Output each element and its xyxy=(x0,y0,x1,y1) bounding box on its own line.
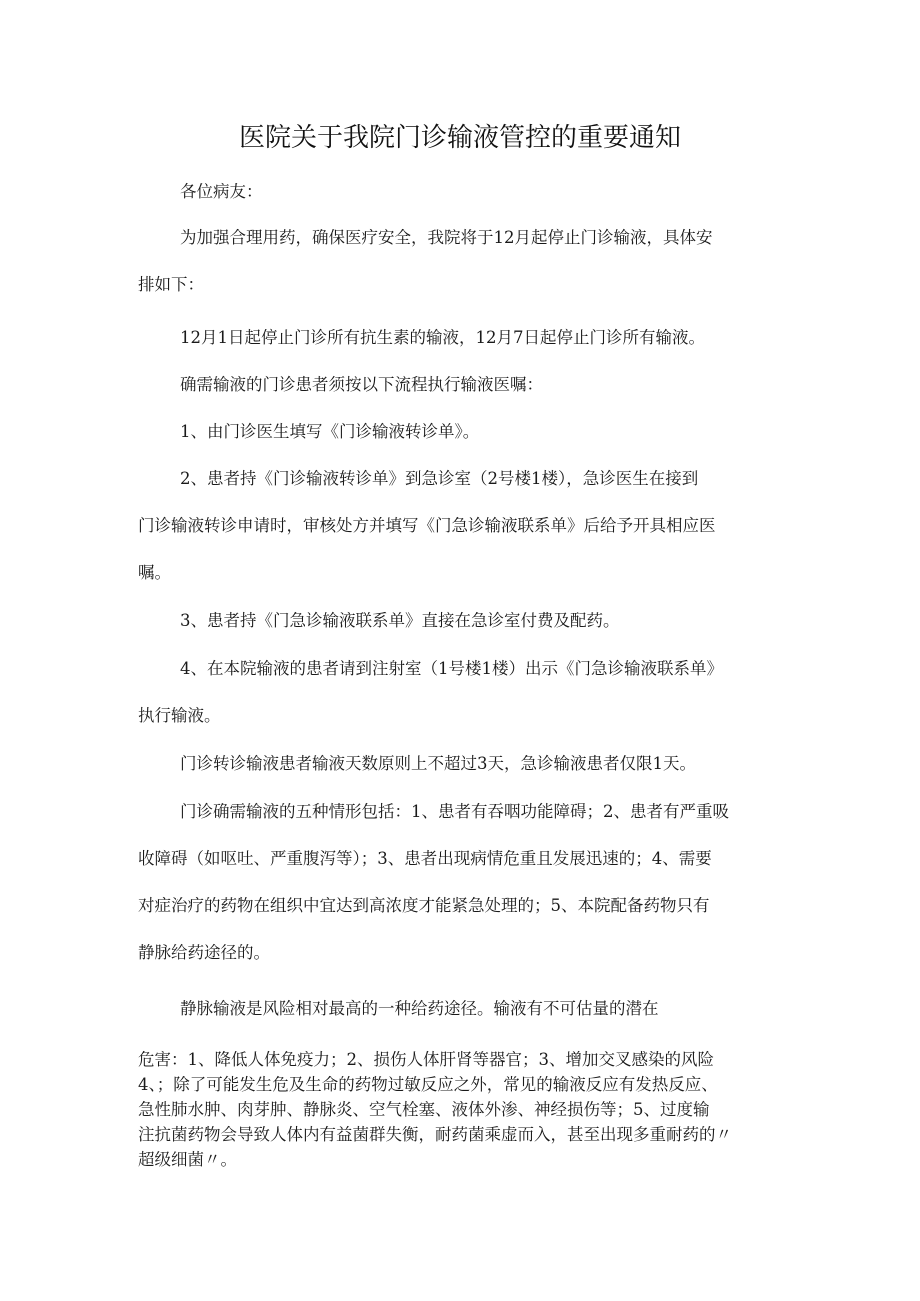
step-4-line-1: 4、在本院输液的患者请到注射室（1号楼1楼）出示《门急诊输液联系单》 xyxy=(180,659,723,678)
intro-line-2: 排如下： xyxy=(138,275,204,294)
step-2-line-3: 嘱。 xyxy=(138,563,171,582)
step-2-line-2: 门诊输液转诊申请时，审核处方并填写《门急诊输液联系单》后给予开具相应医 xyxy=(138,516,716,535)
cases-line-1: 门诊确需输液的五种情形包括：1、患者有吞咽功能障碍；2、患者有严重吸 xyxy=(180,802,729,821)
harm-line-1: 危害：1、降低人体免疫力；2、损伤人体肝肾等器官；3、增加交叉感染的风险 xyxy=(138,1050,714,1069)
harm-line-4: 注抗菌药物会导致人体内有益菌群失衡，耐药菌乘虚而入，甚至出现多重耐药的〃 xyxy=(138,1125,732,1144)
step-1: 1、由门诊医生填写《门诊输液转诊单》。 xyxy=(180,422,480,441)
risk-line-1: 静脉输液是风险相对最高的一种给药途径。输液有不可估量的潜在 xyxy=(180,999,659,1018)
limit-paragraph: 门诊转诊输液患者输液天数原则上不超过3天，急诊输液患者仅限1天。 xyxy=(180,754,696,773)
harm-line-3: 急性肺水肿、肉芽肿、静脉炎、空气栓塞、液体外渗、神经损伤等；5、过度输 xyxy=(138,1100,710,1119)
process-intro: 确需输液的门诊患者须按以下流程执行输液医嘱： xyxy=(180,375,543,394)
cases-line-4: 静脉给药途径的。 xyxy=(138,943,270,962)
harm-line-2: 4、；除了可能发生危及生命的药物过敏反应之外，常见的输液反应有发热反应、 xyxy=(138,1075,718,1094)
dates-paragraph: 12月1日起停止门诊所有抗生素的输液，12月7日起停止门诊所有输液。 xyxy=(180,328,705,347)
intro-line-1: 为加强合理用药，确保医疗安全，我院将于12月起停止门诊输液，具体安 xyxy=(180,228,713,247)
step-4-line-2: 执行输液。 xyxy=(138,706,221,725)
document-title: 医院关于我院门诊输液管控的重要通知 xyxy=(238,123,681,153)
step-3: 3、患者持《门急诊输液联系单》直接在急诊室付费及配药。 xyxy=(180,611,620,630)
cases-line-3: 对症治疗的药物在组织中宜达到高浓度才能紧急处理的；5、本院配备药物只有 xyxy=(138,896,710,915)
harm-line-5: 超级细菌〃。 xyxy=(138,1150,237,1169)
harm-paragraph xyxy=(138,1047,798,1172)
salutation: 各位病友： xyxy=(180,182,263,201)
step-2-line-1: 2、患者持《门诊输液转诊单》到急诊室（2号楼1楼），急诊医生在接到 xyxy=(180,469,699,488)
cases-line-2: 收障碍（如呕吐、严重腹泻等）；3、患者出现病情危重且发展迅速的；4、需要 xyxy=(138,849,712,868)
